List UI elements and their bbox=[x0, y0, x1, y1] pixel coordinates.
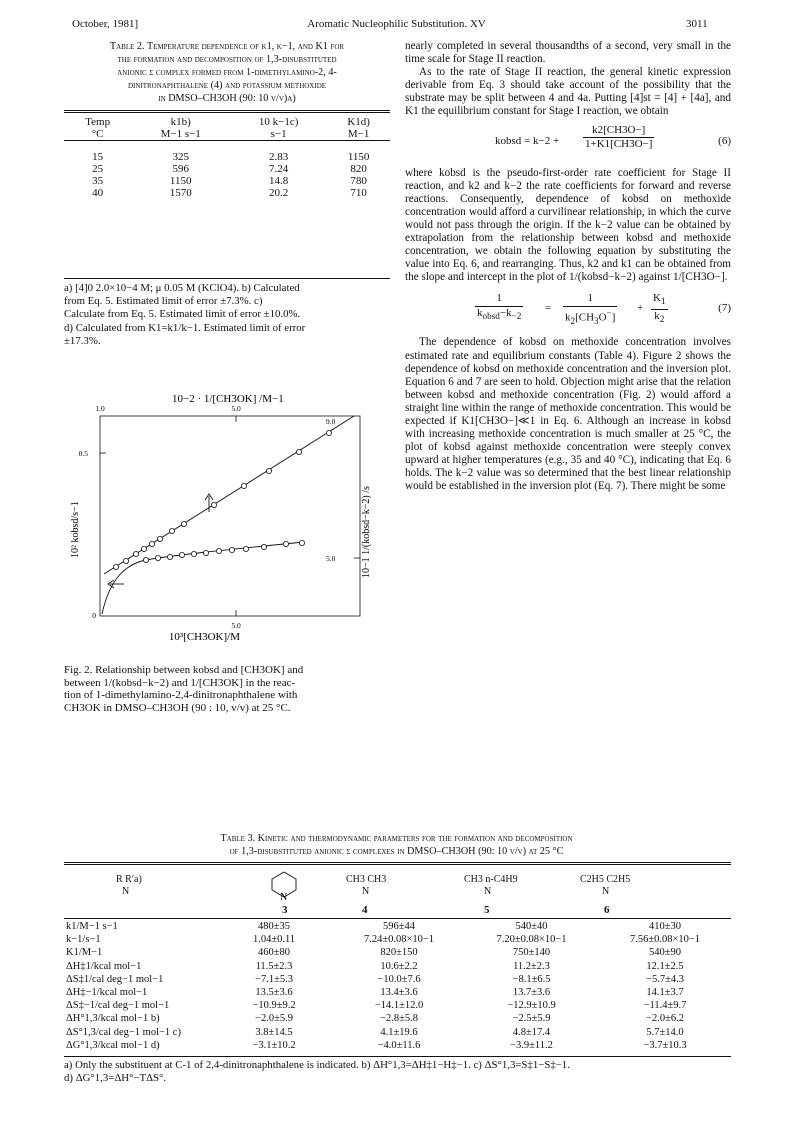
table-row bbox=[64, 163, 390, 175]
data-point bbox=[133, 551, 138, 556]
table3-caption: Table 3. Kinetic and thermodynamic parameters for the formation and decomposition of 1,3-disubstituted anionic σ complexes in DMSO–CH3OH (90: 10 v/v) at 25 °C bbox=[220, 833, 573, 857]
compound-number: 6 bbox=[604, 904, 610, 916]
table-cell: −3.1±10.2 bbox=[252, 1039, 296, 1051]
data-point bbox=[123, 558, 128, 563]
data-point bbox=[326, 430, 331, 435]
kobsd-points bbox=[143, 540, 304, 562]
parameter-label: ΔH‡1/kcal mol−1 bbox=[66, 960, 142, 972]
bottom-tick-label: 5.0 bbox=[231, 621, 241, 630]
parameter-label: ΔS‡1/cal deg−1 mol−1 bbox=[66, 973, 164, 985]
parameter-label: ΔG°1,3/kcal mol−1 d) bbox=[66, 1039, 160, 1051]
fig-right-ylabel: 10−1 1/(kobsd−k−2) /s bbox=[361, 486, 372, 578]
data-point bbox=[181, 521, 186, 526]
data-point bbox=[179, 552, 184, 557]
left-tick-label: 0.5 bbox=[78, 449, 88, 458]
table-cell: 780 bbox=[350, 175, 367, 187]
parameter-label: k−1/s−1 bbox=[66, 934, 101, 946]
table-cell: 4.8±17.4 bbox=[512, 1026, 551, 1038]
data-point bbox=[113, 564, 118, 569]
table-cell: 710 bbox=[350, 187, 367, 199]
table-cell: 7.24±0.08×10−1 bbox=[363, 934, 435, 946]
right-tick-label: 5.0 bbox=[326, 554, 336, 563]
table-cell: 7.56±0.08×10−1 bbox=[629, 934, 701, 946]
table-row bbox=[64, 1012, 731, 1025]
table-cell: 1150 bbox=[169, 175, 192, 187]
table-row bbox=[64, 933, 731, 946]
table2-head-cell: k1b) bbox=[170, 116, 191, 128]
piperidine-ring-icon bbox=[264, 870, 304, 902]
table-cell: 3.8±14.5 bbox=[255, 1026, 293, 1038]
page-number: 3011 bbox=[686, 18, 708, 30]
running-header-title: Aromatic Nucleophilic Substitution. XV bbox=[307, 18, 486, 30]
table-cell: 5.7±14.0 bbox=[646, 1026, 684, 1038]
inversion-points bbox=[113, 430, 331, 569]
parameter-label: ΔS‡−1/cal deg−1 mol−1 bbox=[66, 1000, 170, 1012]
data-point bbox=[283, 541, 288, 546]
right-column bbox=[405, 40, 731, 494]
table-row bbox=[64, 151, 390, 163]
data-point bbox=[296, 449, 301, 454]
table-cell: 540±40 bbox=[515, 921, 548, 932]
data-point bbox=[169, 528, 174, 533]
table-cell: −11.4±9.7 bbox=[643, 1000, 687, 1012]
figure2 bbox=[64, 378, 390, 660]
data-point bbox=[266, 468, 271, 473]
table-cell: 25 bbox=[92, 163, 104, 175]
table3-structure-headers: R R′a) N N CH3 CH3 N CH3 n-C4H9 N C2H5 C2H5 N bbox=[64, 870, 731, 912]
data-point bbox=[141, 546, 146, 551]
table-cell: 14.1±3.7 bbox=[646, 987, 684, 999]
data-point bbox=[299, 540, 304, 545]
table-row bbox=[64, 920, 731, 933]
table-cell: 12.1±2.5 bbox=[646, 960, 684, 972]
table2-unit-row bbox=[64, 128, 390, 141]
parameter-label: ΔS°1,3/cal deg−1 mol−1 c) bbox=[66, 1026, 181, 1038]
table-cell: 10.6±2.2 bbox=[380, 960, 418, 972]
table-row bbox=[64, 187, 390, 199]
table-cell: −5.7±4.3 bbox=[646, 973, 684, 985]
table-cell: −2.5±5.9 bbox=[512, 1013, 551, 1025]
table2-unit-cell: M−1 s−1 bbox=[160, 128, 201, 140]
fig-xlabel: 10³[CH3OK]/M bbox=[168, 631, 240, 643]
compound-number: 5 bbox=[484, 904, 490, 916]
table-row bbox=[64, 1039, 731, 1052]
fig-left-ylabel: 10² kobsd/s−1 bbox=[70, 501, 81, 558]
table-cell: −14.1±12.0 bbox=[374, 1000, 424, 1012]
equation-7: 1 $k_{obsd}-k_{-2}$ = $\frac{1}{k_2[CH_3O^-]}$ + $\frac{K_1}{k_2}$ (7) bbox=[477, 292, 731, 326]
table-cell: 596±44 bbox=[382, 921, 415, 932]
table2-footnotes: a) [4]0 2.0×10−4 M; μ 0.05 M (KClO4). b) Calculated from Eq. 5. Estimated limit of error ±7.3%. c) Calculate from Eq. 5. Estimated limit of error ±10.0%. d) Calculated from K1=k1/k−1. Estimated limit of error ±17.3%. bbox=[64, 282, 306, 347]
data-point bbox=[203, 550, 208, 555]
top-tick-label: 1.0 bbox=[95, 404, 105, 413]
table-cell: 1150 bbox=[347, 151, 370, 163]
table-row bbox=[64, 1026, 731, 1039]
data-point bbox=[211, 502, 216, 507]
table-cell: −2.8±5.8 bbox=[380, 1013, 418, 1025]
table-cell: 13.5±3.6 bbox=[255, 987, 293, 999]
table-cell: −2.0±5.9 bbox=[255, 1013, 293, 1025]
data-point bbox=[149, 541, 154, 546]
data-point bbox=[155, 555, 160, 560]
table2-head-cell: K1d) bbox=[347, 116, 370, 128]
figure2-caption: Fig. 2. Relationship between kobsd and [CH3OK] and between 1/(kobsd−k−2) and 1/[CH3OK] in the reac- tion of 1-dimethylamino-2,4-dinitronaphthalene with CH3OK in DMSO–CH3OH (90 : 10, v/v) at 25 °C. bbox=[64, 664, 304, 714]
parameter-label: K1/M−1 bbox=[66, 947, 103, 959]
table-cell: 2.83 bbox=[269, 151, 289, 163]
table-row bbox=[64, 973, 731, 986]
table-cell: 15 bbox=[92, 151, 104, 163]
table2 bbox=[64, 116, 390, 199]
table2-unit-cell: s−1 bbox=[270, 128, 287, 140]
table-cell: 20.2 bbox=[269, 187, 289, 199]
table-row bbox=[64, 986, 731, 999]
table-cell: −3.9±11.2 bbox=[510, 1039, 553, 1051]
table2-unit-cell: °C bbox=[91, 128, 104, 140]
parameter-label: k1/M−1 s−1 bbox=[66, 921, 118, 932]
plot-frame bbox=[100, 416, 360, 616]
paragraph: As to the rate of Stage II reaction, the general kinetic expression derivable from Eq. 3 should take account of the possibility that the substrate may be split between 4 and 4a. Putting [4]st = [4] + [4a], and K1 the equilibrium constant for Stage I reaction, we obtain bbox=[405, 66, 731, 118]
data-point bbox=[143, 557, 148, 562]
table-cell: 14.8 bbox=[269, 175, 289, 187]
table-cell: 540±90 bbox=[648, 947, 681, 959]
table-cell: 820 bbox=[350, 163, 367, 175]
table2-head-cell: Temp bbox=[85, 116, 111, 128]
table-cell: 7.20±0.08×10−1 bbox=[496, 934, 567, 946]
table-cell: 4.1±19.6 bbox=[380, 1026, 418, 1038]
table-row bbox=[64, 999, 731, 1012]
table2-header-row bbox=[64, 116, 390, 128]
parameter-label: ΔH°1,3/kcal mol−1 b) bbox=[66, 1013, 160, 1025]
kobsd-curve bbox=[102, 542, 304, 614]
data-point bbox=[157, 536, 162, 541]
table-cell: 13.4±3.6 bbox=[380, 987, 418, 999]
table-cell: 13.7±3.6 bbox=[512, 987, 551, 999]
svg-text:N: N bbox=[280, 892, 288, 902]
table-cell: 596 bbox=[172, 163, 189, 175]
table-cell: −8.1±6.5 bbox=[512, 973, 551, 985]
table-row bbox=[64, 175, 390, 187]
table-cell: 1.04±0.11 bbox=[252, 934, 296, 946]
running-header-left: October, 1981] bbox=[72, 18, 139, 30]
table-cell: 480±35 bbox=[257, 921, 290, 932]
table3 bbox=[64, 920, 731, 1052]
table-cell: 460±80 bbox=[257, 947, 290, 959]
table-cell: 11.2±2.3 bbox=[513, 960, 550, 972]
table-cell: −2.0±6.2 bbox=[646, 1013, 684, 1025]
table-cell: 1570 bbox=[169, 187, 192, 199]
data-point bbox=[191, 551, 196, 556]
top-tick-label: 5.0 bbox=[231, 404, 241, 413]
table-cell: 11.5±2.3 bbox=[255, 960, 293, 972]
table-row bbox=[64, 946, 731, 959]
table-cell: 820±150 bbox=[380, 947, 418, 959]
table-cell: 325 bbox=[172, 151, 189, 163]
data-point bbox=[243, 546, 248, 551]
table2-caption: Table 2. Temperature dependence of k1, k−1, and K1 for the formation and decomposition of 1,3-disubstituted anionic σ complex formed from 1-dimethylamino-2, 4- dinitronaphthalene (4) and potassium methoxide in DMSO–CH3OH (90: 10 v/v)a) bbox=[109, 41, 345, 104]
table-cell: 750±140 bbox=[512, 947, 551, 959]
table-cell: −3.7±10.3 bbox=[643, 1039, 687, 1051]
equation-6: kobsd = k−2 + $\frac{k2[CH3O-]}{1+K1[CH3O-]}$ (6) bbox=[495, 123, 731, 150]
table2-unit-cell: M−1 bbox=[347, 128, 370, 140]
table-cell: −10.0±7.6 bbox=[377, 973, 421, 985]
compound-number: 3 bbox=[282, 904, 288, 916]
table-cell: 7.24 bbox=[269, 163, 289, 175]
table-cell: −12.9±10.9 bbox=[507, 1000, 556, 1012]
data-point bbox=[241, 483, 246, 488]
data-point bbox=[261, 544, 266, 549]
data-point bbox=[167, 554, 172, 559]
top-tick-label: 9.0 bbox=[326, 417, 336, 426]
data-point bbox=[229, 547, 234, 552]
structure-label: C2H5 C2H5 bbox=[580, 874, 631, 885]
parameter-label: ΔH‡−1/kcal mol−1 bbox=[66, 987, 148, 999]
table-cell: −10.9±9.2 bbox=[252, 1000, 296, 1012]
fig-top-axis-label: 10−2 · 1/[CH3OK] /M−1 bbox=[172, 393, 284, 405]
data-point bbox=[216, 548, 221, 553]
structure-label: CH3 CH3 bbox=[346, 874, 387, 885]
table3-footnotes: a) Only the substituent at C-1 of 2,4-dinitronaphthalene is indicated. b) ΔH°1,3=ΔH‡1−H‡−1. c) ΔS°1,3=S‡1−S‡−1. d) ΔG°1,3=ΔH°−TΔS°. bbox=[64, 1059, 570, 1084]
paragraph: The dependence of kobsd on methoxide concentration involves estimated rate and equilibrium constants (Table 4). Figure 2 shows the dependence of kobsd on methoxide concentration and the inversion plot. Equation 6 and 7 are seen to hold. Objection might arise that the relation between kobsd and methoxide concentration (Fig. 2) would afford a straight line within the range of methoxide concentration. This would be expected if K1[CH3O−]≪1 in Eq. 6. Although an increase in kobsd with increasing methoxide concentration is much smaller at 25 °C, the plot of kobsd against methoxide concentration were steeply convex upward at higher temperatures (e.g., 35 and 40 °C), indicating that Eq. 6 holds. The k−2 value was so determined that the best linear relationship would be established in the inversion plot (Eq. 7). There might be some bbox=[405, 336, 731, 493]
compound-number: 4 bbox=[362, 904, 368, 916]
structure-label: R R′a) bbox=[116, 874, 142, 885]
table-cell: 40 bbox=[92, 187, 104, 199]
table-cell: 410±30 bbox=[648, 921, 681, 932]
table-cell: −4.0±11.6 bbox=[377, 1039, 421, 1051]
table-row bbox=[64, 960, 731, 973]
table-cell: −7.1±5.3 bbox=[255, 973, 293, 985]
structure-label: CH3 n-C4H9 bbox=[464, 874, 518, 885]
left-tick-label: 0 bbox=[92, 611, 96, 620]
table2-head-cell: 10 k−1c) bbox=[258, 116, 299, 128]
table-cell: 35 bbox=[92, 175, 104, 187]
paragraph: where kobsd is the pseudo-first-order rate coefficient for Stage II reaction, and k2 and k−2 the rate coefficients for forward and reverse reactions. Consequently, dependence of kobsd on methoxide concentration would afford a curvilinear relationship, in which the curve would not pass through the origin. If the k−2 value can be obtained by extrapolation from the relationship between kobsd and methoxide concentration, we obtain the following equation by substituting the value into Eq. 6, and rearranging. Thus, k2 and k1 can be obtained from the slope and intercept in the plot of 1/(kobsd−k−2) against 1/[CH3O−]. bbox=[405, 166, 731, 284]
paragraph: nearly completed in several thousandths of a second, very small in the time scale for Stage II reaction. bbox=[405, 40, 731, 66]
